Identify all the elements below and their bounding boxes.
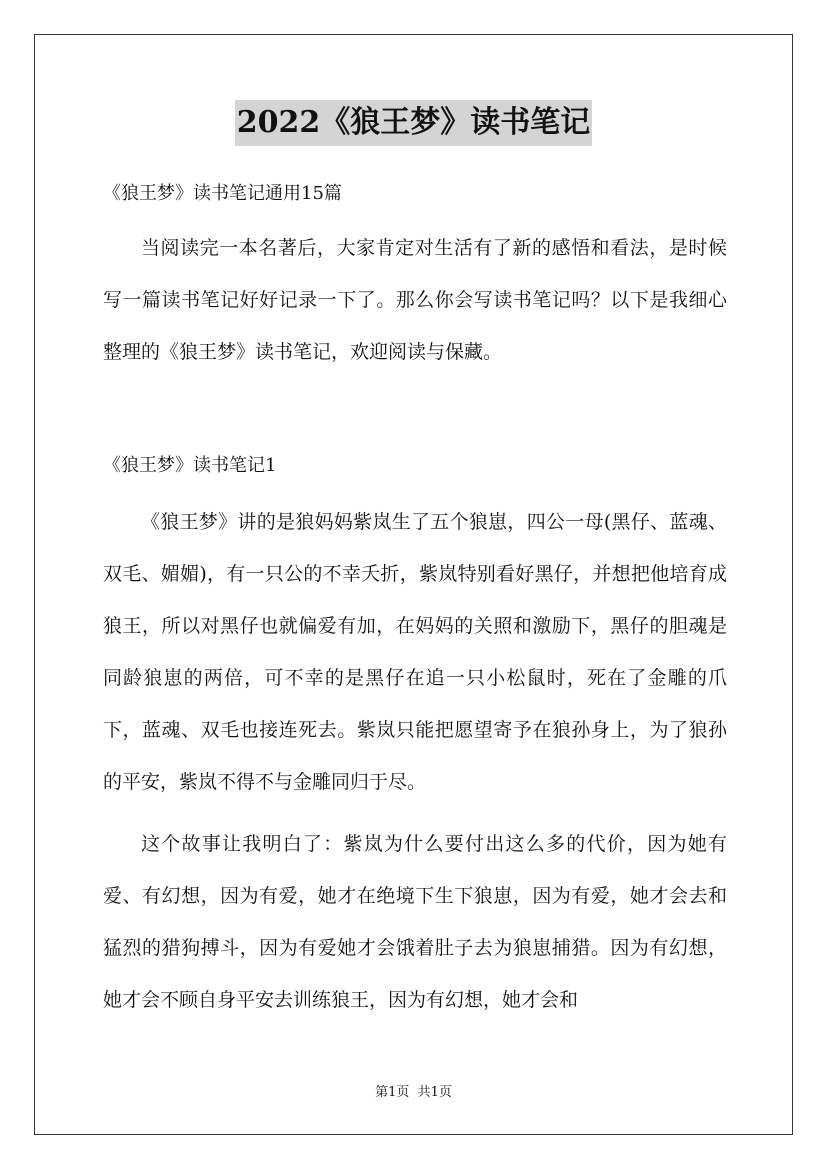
story-paragraph: 《狼王梦》讲的是狼妈妈紫岚生了五个狼崽，四公一母(黑仔、蓝魂、双毛、媚媚)，有一只公的不幸夭折，紫岚特别看好黑仔，并想把他培育成狼王，所以对黑仔也就偏爱有加，在妈妈的关照和激励下，黑仔的胆魂是同龄狼崽的两倍，可不幸的是黑仔在追一只小松鼠时，死在了金雕的爪下，蓝魂、双毛也接连死去。紫岚只能把愿望寄予在狼孙身上，为了狼孙的平安，紫岚不得不与金雕同归于尽。 [103,511,727,793]
page-footer: 第1页 共1页 [375,1085,452,1100]
document-title [0,100,827,146]
lesson-paragraph: 这个故事让我明白了：紫岚为什么要付出这么多的代价，因为她有爱、有幻想，因为有爱，她才在绝境下生下狼崽，因为有爱，她才会去和猛烈的猎狗搏斗，因为有爱她才会饿着肚子去为狼崽捕猎。因为有幻想，她才会不顾自身平安去训练狼王，因为有幻想，她才会和 [103,833,727,1011]
intro-paragraph: 当阅读完一本名著后，大家肯定对生活有了新的感悟和看法，是时候写一篇读书笔记好好记录一下了。那么你会写读书笔记吗？以下是我细心整理的《狼王梦》读书笔记，欢迎阅读与保藏。 [103,237,727,363]
document-title-text: 2022《狼王梦》读书笔记 [235,100,593,146]
document-subtitle: 《狼王梦》读书笔记通用15篇 [103,183,342,204]
section-heading: 《狼王梦》读书笔记1 [103,455,277,476]
